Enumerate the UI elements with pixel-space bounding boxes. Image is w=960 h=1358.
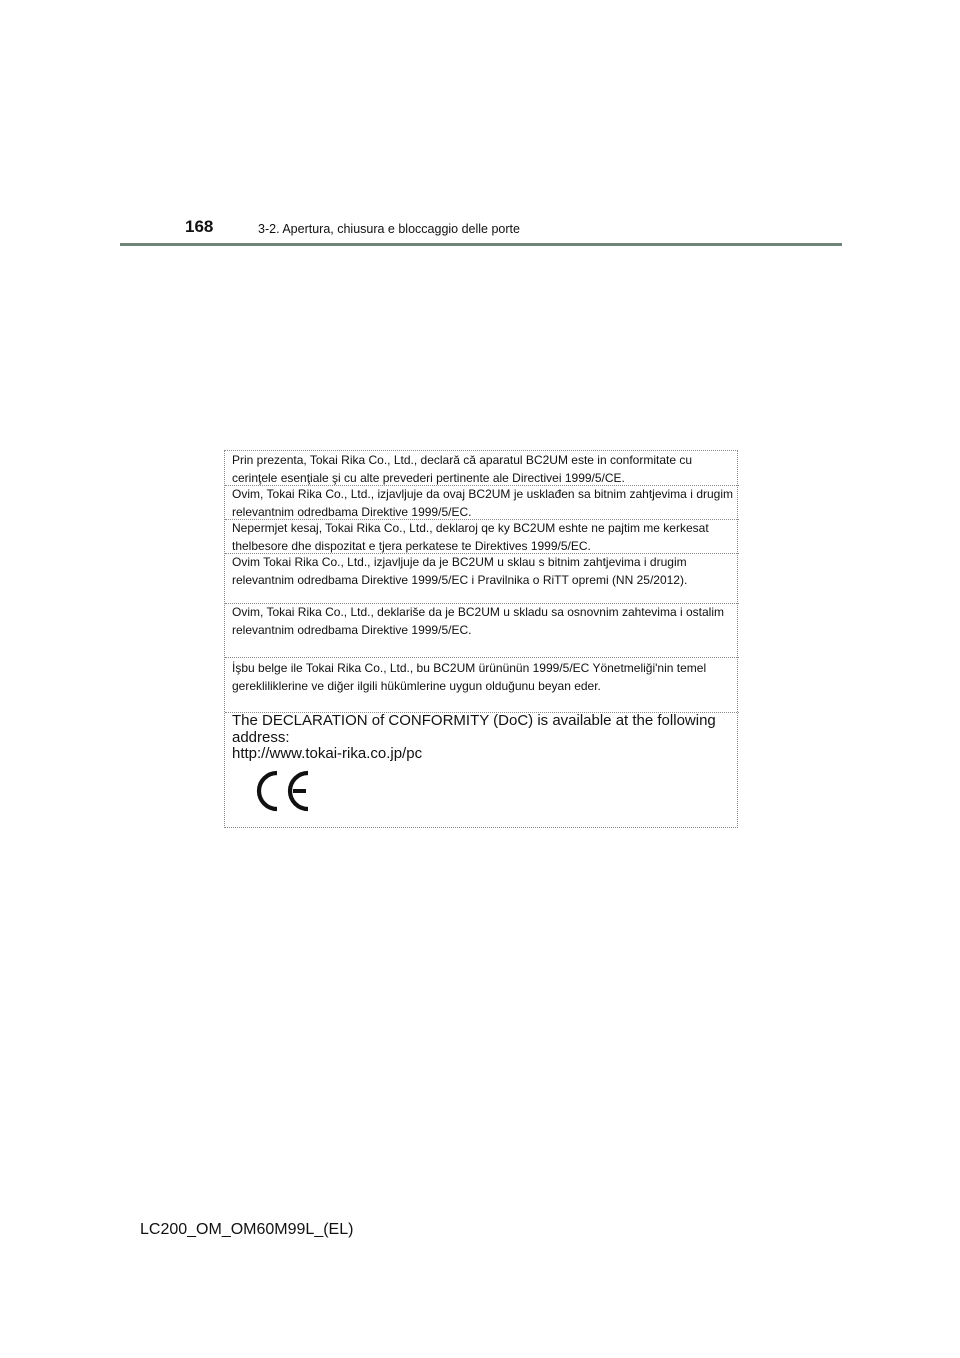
ce-mark-icon: [251, 770, 311, 812]
declaration-albanian: Nepermjet kesaj, Tokai Rika Co., Ltd., deklaroj qe ky BC2UM eshte ne pajtim me kerkesat thelbesore dhe dispozitat e tjera perkatese te Direktives 1999/5/EC.: [225, 520, 739, 554]
doc-availability-notice: [225, 713, 739, 763]
document-code: LC200_OM_OM60M99L_(EL): [140, 1221, 354, 1238]
declaration-of-conformity-box: [224, 450, 738, 828]
doc-availability-text: The DECLARATION of CONFORMITY (DoC) is available at the following address:: [232, 712, 716, 746]
section-title: 3-2. Apertura, chiusura e bloccaggio delle porte: [258, 222, 520, 236]
declaration-turkish: İşbu belge ile Tokai Rika Co., Ltd., bu BC2UM ürününün 1999/5/EC Yönetmeliği'nin temel gerekliliklerine ve diğer ilgili hükümlerine uygun olduğunu beyan eder.: [225, 658, 739, 713]
page-number: 168: [185, 217, 214, 236]
header-divider: [120, 243, 842, 246]
declaration-croatian: Ovim Tokai Rika Co., Ltd., izjavljuje da je BC2UM u sklau s bitnim zahtjevima i drugim relevantnim odredbama Direktive 1999/5/EC i Pravilnika o RiTT opremi (NN 25/2012).: [225, 554, 739, 604]
doc-url: http://www.tokai-rika.co.jp/pc: [232, 745, 423, 762]
declaration-serbian: Ovim, Tokai Rika Co., Ltd., deklariše da je BC2UM u skladu sa osnovnim zahtevima i ostalim relevantnim odredbama Direktive 1999/5/EC.: [225, 604, 739, 658]
declaration-bosnian: Ovim, Tokai Rika Co., Ltd., izjavljuje da ovaj BC2UM je usklađen sa bitnim zahtjevima i drugim relevantnim odredbama Direktive 1999/5/EC.: [225, 486, 739, 520]
declaration-romanian: Prin prezenta, Tokai Rika Co., Ltd., declară că aparatul BC2UM este in conformitate cu cerinţele esenţiale şi cu alte prevederi pertinente ale Directivei 1999/5/CE.: [225, 452, 739, 486]
